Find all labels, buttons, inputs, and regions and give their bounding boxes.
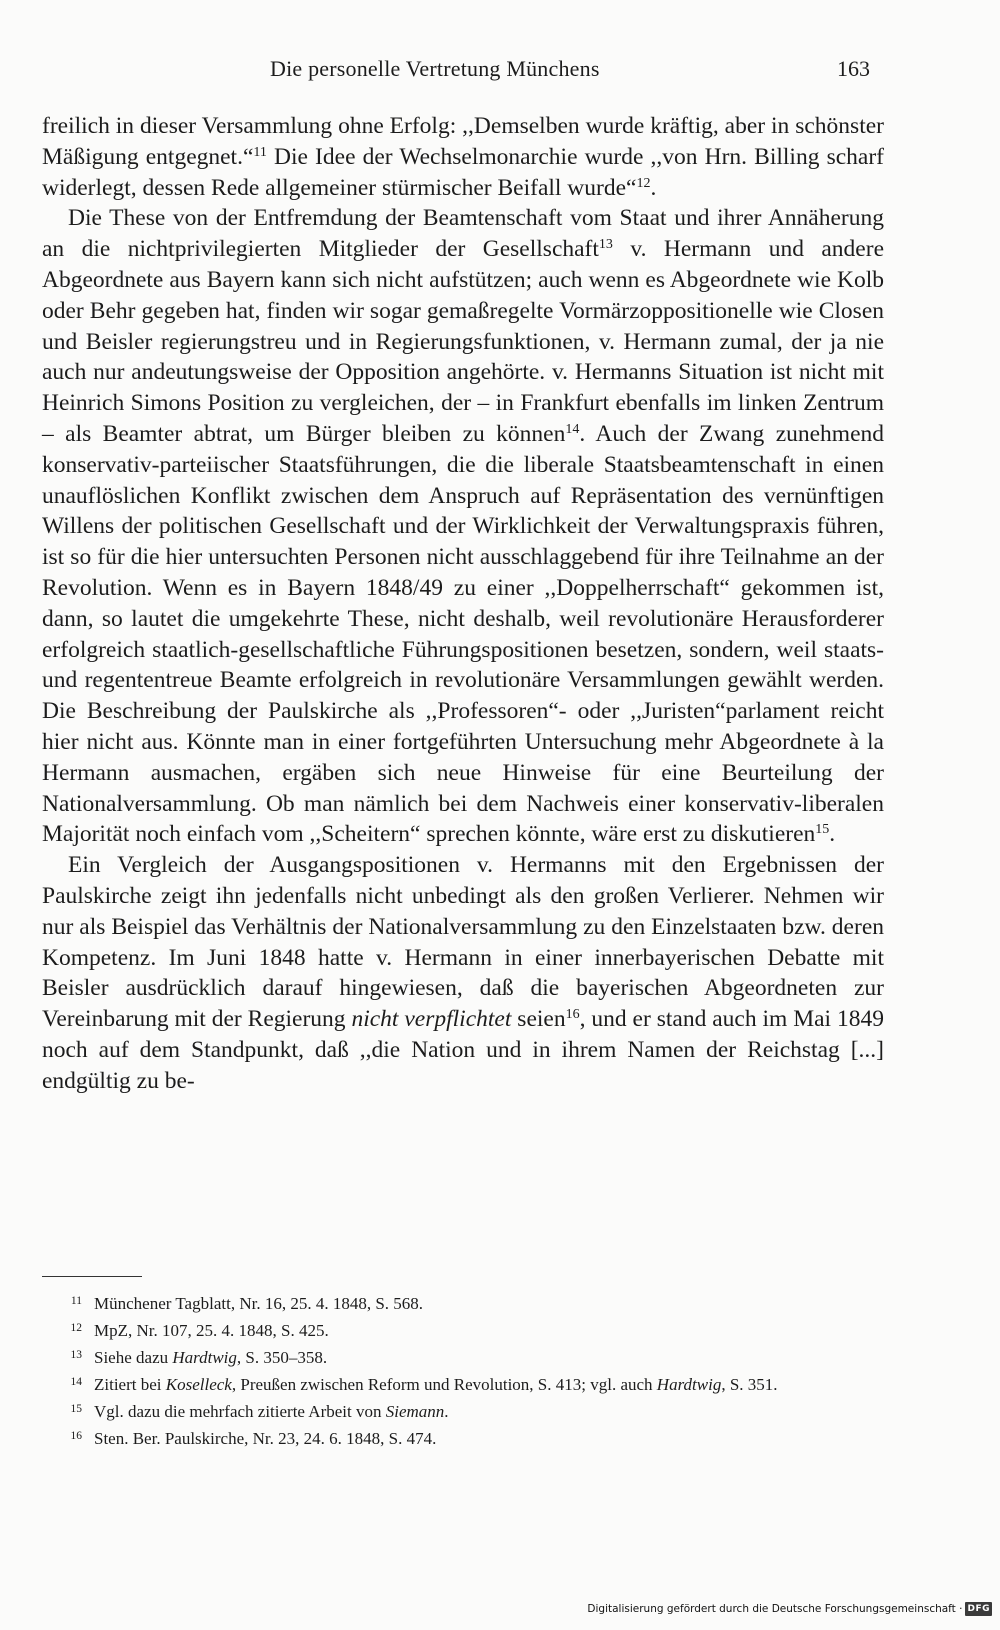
- footnote-16: [42, 1424, 884, 1451]
- page-number: 163: [837, 56, 870, 81]
- footnote-11: [42, 1289, 884, 1316]
- paragraph-3: [42, 850, 884, 1096]
- author-name: Hardtwig: [172, 1348, 237, 1367]
- footnote-ref-14: 14: [565, 421, 580, 437]
- text-run: Die Idee der Wechselmonarchie wurde ,,von Hrn. Billing scharf widerlegt, dessen Rede allgemeiner stürmischer Beifall wurde“: [42, 143, 884, 201]
- footnote-ref-11: 11: [253, 144, 267, 160]
- footnote-13: [42, 1343, 884, 1370]
- footnote-number: 14: [70, 1376, 82, 1388]
- footnotes: [42, 1289, 884, 1451]
- footnote-text: Zitiert bei: [94, 1375, 166, 1394]
- running-head-title: Die personelle Vertretung Münchens: [270, 56, 600, 81]
- footnote-text: Vgl. dazu die mehrfach zitierte Arbeit von: [94, 1402, 386, 1421]
- footnote-text: Siehe dazu: [94, 1348, 173, 1367]
- footnote-text: , S. 351.: [721, 1375, 778, 1394]
- footnote-text: Münchener Tagblatt, Nr. 16, 25. 4. 1848, S. 568.: [94, 1294, 424, 1313]
- footnote-15: [42, 1397, 884, 1424]
- footnote-number: 11: [70, 1295, 82, 1307]
- footnote-number: 12: [70, 1322, 82, 1334]
- footnote-12: [42, 1316, 884, 1343]
- main-text: [42, 111, 884, 1097]
- footnote-rule: [42, 1276, 142, 1277]
- text-run: v. Hermann und andere Abgeordnete aus Bayern kann sich nicht aufstützen; auch wenn es Abgeordnete wie Kolb oder Behr gegeben hat, finden wir sogar gemaßregelte Vormärzoppositionelle wie Closen und Beisler regierungstreu und in Regierungsfunktionen, v. Hermann zumal, der ja nie auch nur andeutungsweise der Opposition angehörte. v. Hermanns Situation ist nicht mit Heinrich Simons Position zu vergleichen, der – in Frankfurt ebenfalls im linken Zentrum – als Beamter abtrat, um Bürger bleiben zu können: [42, 236, 884, 447]
- emphasis-text: nicht verpflichtet: [351, 1006, 512, 1033]
- footnote-text: , Preußen zwischen Reform und Revolution, S. 413; vgl. auch: [231, 1375, 657, 1394]
- footer-text: Digitalisierung gefördert durch die Deutsche Forschungsgemeinschaft ·: [587, 1603, 963, 1615]
- dfg-logo-icon: DFG: [967, 1604, 990, 1614]
- footnote-number: 15: [70, 1403, 82, 1415]
- author-name: Koselleck: [165, 1375, 232, 1394]
- footnote-text: , S. 350–358.: [236, 1348, 328, 1367]
- text-run: seien: [511, 1006, 566, 1033]
- footnote-ref-12: 12: [636, 175, 651, 191]
- footnote-ref-13: 13: [598, 237, 613, 253]
- text-run: .: [650, 174, 657, 201]
- text-run: freilich in dieser Versammlung ohne Erfolg: ,,Demselben wurde kräftig, aber in schönster Mäßigung entgegnet.“: [42, 113, 884, 170]
- text-run: Ein Vergleich der Ausgangspositionen v. Hermanns mit den Ergebnissen der Paulskirche zeigt ihn jedenfalls nicht unbedingt als den großen Verlierer. Nehmen wir nur als Beispiel das Verhältnis der Nationalversammlung zu den Einzelstaaten bzw. deren Kompetenz. Im Juni 1848 hatte v. Hermann in einer innerbayerischen Debatte mit Beisler ausdrücklich darauf hingewiesen, daß die bayerischen Abgeordneten zur Vereinbarung mit der Regierung: [42, 852, 884, 1033]
- footnote-ref-16: 16: [565, 1007, 580, 1023]
- running-head: [270, 52, 870, 86]
- text-run: . Auch der Zwang zunehmend konservativ-parteiischer Staatsführungen, die die liberale Staatsbeamtenschaft in einen unauflöslichen Konflikt zwischen dem Anspruch auf Repräsentation des vernünftigen Willens der politischen Gesellschaft und der Wirklichkeit der Verwaltungspraxis führen, ist so für die hier untersuchten Personen nicht ausschlaggebend für ihre Teilnahme an der Revolution. Wenn es in Bayern 1848/49 zu einer ,,Doppelherrschaft“ gekommen ist, dann, so lautet die umgekehrte These, nicht deshalb, weil revolutionäre Herausforderer erfolgreich staatlich-gesellschaftliche Führungspositionen besetzen, sondern, weil staats- und regententreue Beamte erfolgreich in revolutionäre Versammlungen gewählt werden. Die Beschreibung der Paulskirche als ,,Professoren“- oder ,,Juristen“parlament reicht hier nicht aus. Könnte man in einer fortgeführten Untersuchung mehr Abgeordnete à la Hermann ausmachen, ergäben sich neue Hinweise für eine Beurteilung der Nationalversammlung. Ob man nämlich bei dem Nachweis einer konservativ-liberalen Majorität noch einfach vom ,,Scheitern“ sprechen könnte, wäre erst zu diskutieren: [42, 420, 885, 848]
- text-run: , und er stand auch im Mai 1849 noch auf dem Standpunkt, daß ,,die Nation und in ihrem Namen der Reichstag [...] endgültig zu be-: [42, 1006, 884, 1094]
- footnote-ref-15: 15: [815, 822, 830, 838]
- author-name: Siemann: [385, 1402, 445, 1421]
- text-run: Die These von der Entfremdung der Beamtenschaft vom Staat und ihrer Annäherung an die nichtprivilegierten Mitglieder der Gesellschaft: [42, 205, 884, 263]
- footnote-number: 16: [70, 1430, 82, 1442]
- footnote-text: MpZ, Nr. 107, 25. 4. 1848, S. 425.: [94, 1321, 329, 1340]
- footnote-14: [42, 1370, 884, 1397]
- footnote-number: 13: [70, 1349, 82, 1361]
- paragraph-2: [42, 203, 884, 850]
- footnote-text: Sten. Ber. Paulskirche, Nr. 23, 24. 6. 1848, S. 474.: [94, 1429, 437, 1448]
- footnote-text: .: [444, 1402, 449, 1421]
- text-run: .: [829, 821, 836, 848]
- digitization-footer: [587, 1598, 992, 1620]
- paragraph-1: [42, 111, 884, 203]
- author-name: Hardtwig: [656, 1375, 722, 1394]
